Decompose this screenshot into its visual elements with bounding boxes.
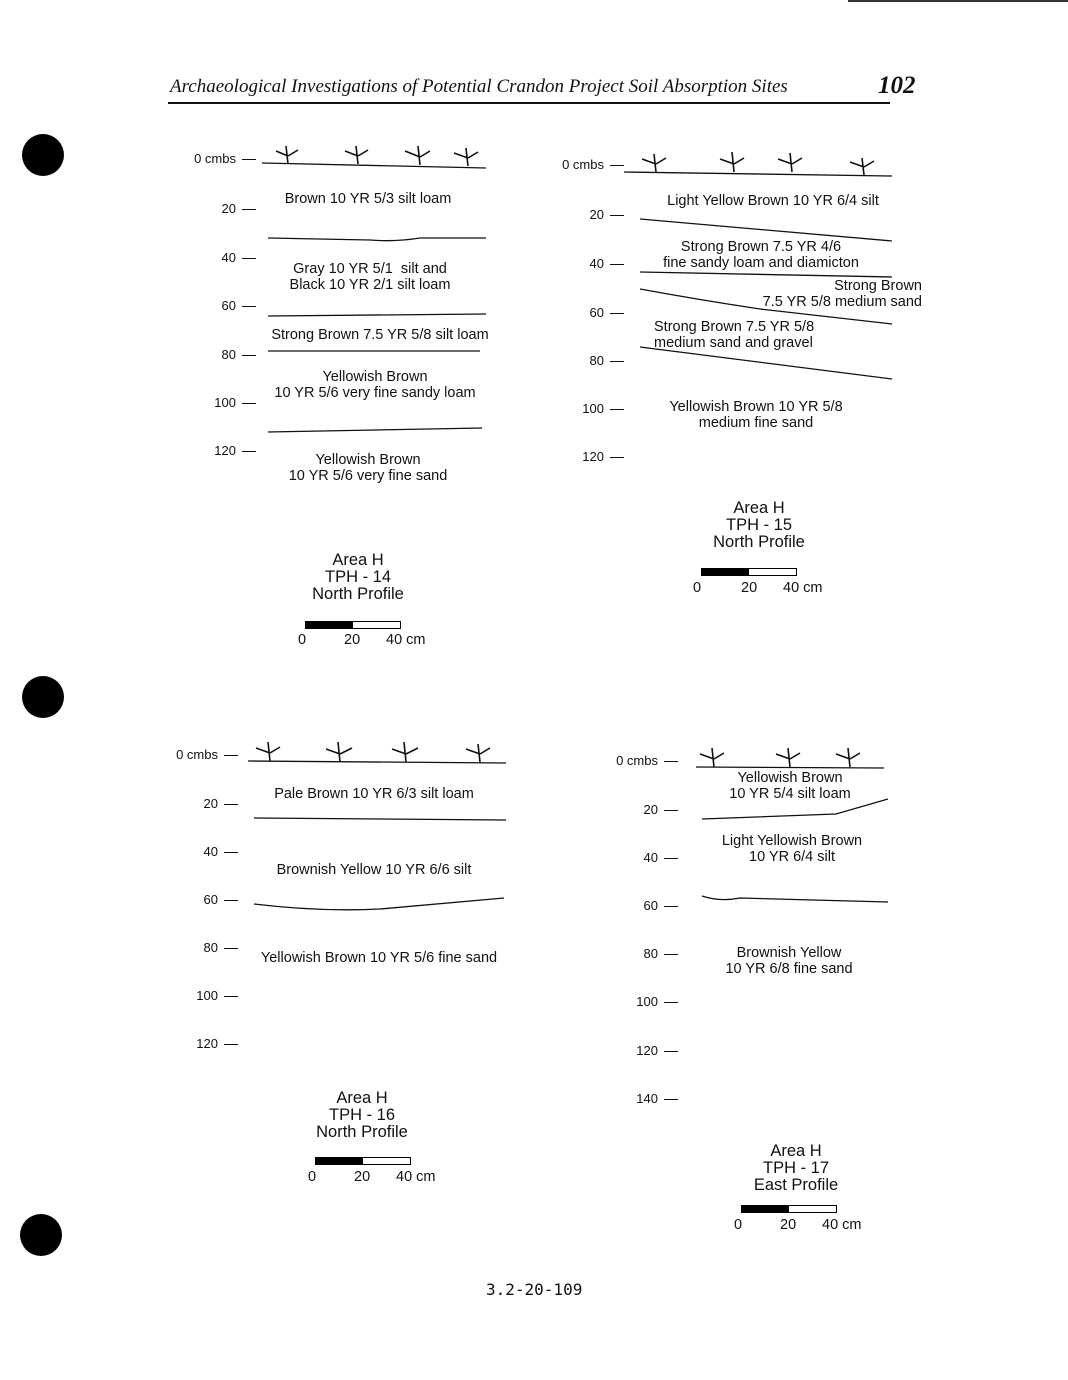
scale-labels: 0 20 40 cm <box>298 632 426 648</box>
scale-labels: 0 20 40 cm <box>308 1169 436 1185</box>
depth-label: 60 <box>644 898 678 913</box>
soil-layer-label: Light Yellowish Brown 10 YR 6/4 silt <box>721 833 863 865</box>
depth-label: 0 cmbs <box>176 747 238 762</box>
depth-label: 40 <box>590 256 624 271</box>
depth-label: 20 <box>644 802 678 817</box>
soil-layer-label: Strong Brown 7.5 YR 5/8 medium sand and gravel <box>654 319 815 351</box>
horizon-boundary <box>268 314 486 316</box>
grass-tuft-icon <box>466 744 490 762</box>
grass-tuft-icon <box>850 158 874 175</box>
soil-layer-label: Yellowish Brown 10 YR 5/8 medium fine sand <box>669 399 843 431</box>
grass-tuft-icon <box>454 148 478 166</box>
depth-label: 60 <box>222 298 256 313</box>
depth-label: 60 <box>204 892 238 907</box>
depth-label: 80 <box>204 940 238 955</box>
ground-surface <box>624 172 892 176</box>
depth-label: 20 <box>222 201 256 216</box>
ground-surface <box>262 163 486 168</box>
horizon-boundary <box>640 272 892 277</box>
depth-label: 120 <box>196 1036 238 1051</box>
depth-label: 20 <box>204 796 238 811</box>
scale-labels: 0 20 40 cm <box>734 1217 862 1233</box>
profile-title: Area H TPH - 15 North Profile <box>713 499 805 551</box>
depth-label: 140 <box>636 1091 678 1106</box>
grass-tuft-icon <box>276 146 298 164</box>
ground-surface <box>248 761 506 763</box>
depth-label: 100 <box>196 988 238 1003</box>
grass-tuft-icon <box>700 748 724 767</box>
horizon-boundary <box>268 428 482 432</box>
horizon-boundary <box>640 347 892 379</box>
soil-layer-label: Gray 10 YR 5/1 silt and Black 10 YR 2/1 silt loam <box>289 261 451 293</box>
depth-label: 100 <box>214 395 256 410</box>
soil-layer-label: Yellowish Brown 10 YR 5/4 silt loam <box>729 770 851 802</box>
scale-bar <box>701 568 797 576</box>
depth-label: 40 <box>222 250 256 265</box>
grass-tuft-icon <box>776 748 800 767</box>
grass-tuft-icon <box>392 742 418 762</box>
depth-label: 80 <box>644 946 678 961</box>
ground-surface <box>696 767 884 768</box>
depth-label: 20 <box>590 207 624 222</box>
depth-label: 120 <box>582 449 624 464</box>
depth-label: 40 <box>644 850 678 865</box>
soil-layer-label: Brown 10 YR 5/3 silt loam <box>284 191 452 207</box>
grass-tuft-icon <box>642 154 666 172</box>
grass-tuft-icon <box>326 742 352 762</box>
page-header-title: Archaeological Investigations of Potential Crandon Project Soil Absorption Sites <box>170 76 788 97</box>
depth-label: 120 <box>214 443 256 458</box>
page-footer-code: 3.2-20-109 <box>486 1280 583 1299</box>
scale-bar <box>315 1157 411 1165</box>
soil-layer-label: Yellowish Brown 10 YR 5/6 very fine sandy loam <box>274 369 476 401</box>
grass-tuft-icon <box>405 146 430 165</box>
depth-label: 0 cmbs <box>616 753 678 768</box>
soil-layer-label: Yellowish Brown 10 YR 5/6 fine sand <box>260 950 498 966</box>
soil-layer-label: Light Yellow Brown 10 YR 6/4 silt <box>667 193 879 209</box>
horizon-boundary <box>640 219 892 241</box>
grass-tuft-icon <box>256 742 280 761</box>
profile-title: Area H TPH - 16 North Profile <box>316 1089 408 1141</box>
scale-bar <box>305 621 401 629</box>
horizon-boundary <box>254 818 506 820</box>
soil-layer-label: Brownish Yellow 10 YR 6/8 fine sand <box>725 945 853 977</box>
depth-label: 80 <box>590 353 624 368</box>
horizon-boundary <box>702 799 888 819</box>
grass-tuft-icon <box>720 152 744 172</box>
depth-label: 120 <box>636 1043 678 1058</box>
soil-layer-label: Strong Brown 7.5 YR 5/8 medium sand <box>762 278 922 310</box>
grass-tuft-icon <box>778 153 802 172</box>
soil-layer-label: Strong Brown 7.5 YR 4/6 fine sandy loam and diamicton <box>663 239 859 271</box>
grass-tuft-icon <box>345 146 368 164</box>
profile-title: Area H TPH - 14 North Profile <box>312 551 404 603</box>
depth-label: 100 <box>636 994 678 1009</box>
depth-label: 60 <box>590 305 624 320</box>
scale-bar <box>741 1205 837 1213</box>
depth-label: 40 <box>204 844 238 859</box>
soil-layer-label: Pale Brown 10 YR 6/3 silt loam <box>274 786 474 802</box>
soil-layer-label: Brownish Yellow 10 YR 6/6 silt <box>276 862 472 878</box>
grass-tuft-icon <box>836 748 860 767</box>
depth-label: 80 <box>222 347 256 362</box>
depth-label: 0 cmbs <box>194 151 256 166</box>
horizon-boundary <box>268 238 486 241</box>
depth-label: 0 cmbs <box>562 157 624 172</box>
page-number: 102 <box>878 72 916 99</box>
profile-title: Area H TPH - 17 East Profile <box>753 1142 839 1194</box>
horizon-boundary <box>254 898 504 910</box>
soil-layer-label: Yellowish Brown 10 YR 5/6 very fine sand <box>288 452 448 484</box>
depth-label: 100 <box>582 401 624 416</box>
soil-layer-label: Strong Brown 7.5 YR 5/8 silt loam <box>271 327 489 343</box>
scale-labels: 0 20 40 cm <box>693 580 823 596</box>
horizon-boundary <box>702 896 888 902</box>
